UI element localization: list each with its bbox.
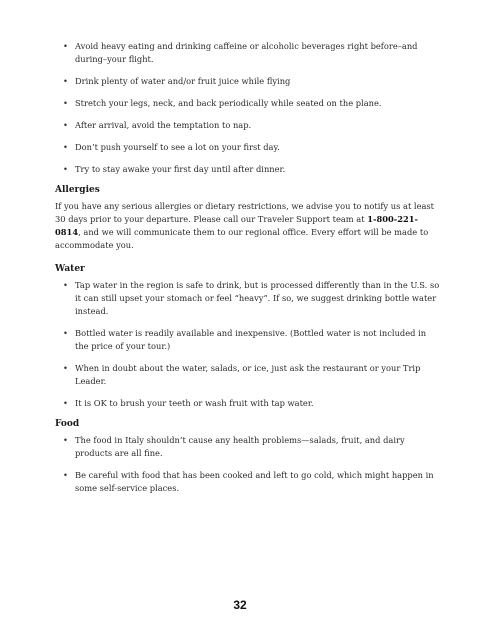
- list-item: [55, 141, 440, 154]
- list-item-text: Stretch your legs, neck, and back periodically while seated on the plane.: [75, 98, 382, 108]
- list-item: [55, 434, 440, 460]
- list-item: [55, 469, 440, 495]
- list-item-text: Bottled water is readily available and inexpensive. (Bottled water is not included in the price of your tour.): [75, 328, 427, 351]
- bullet-icon: •: [63, 164, 68, 174]
- list-item-text: Try to stay awake your first day until after dinner.: [75, 164, 286, 174]
- list-item: [55, 40, 440, 66]
- list-item-text: After arrival, avoid the temptation to nap.: [75, 120, 252, 130]
- list-item: [55, 97, 440, 110]
- bullet-icon: •: [63, 98, 68, 108]
- allergies-paragraph: [55, 200, 440, 252]
- water-heading: Water: [55, 264, 85, 274]
- list-item-text: It is OK to brush your teeth or wash fruit with tap water.: [75, 398, 314, 408]
- list-item-text: The food in Italy shouldn’t cause any health problems—salads, fruit, and dairy products are all fine.: [75, 435, 405, 458]
- list-item-text: When in doubt about the water, salads, or ice, just ask the restaurant or your Trip Leader.: [75, 363, 421, 386]
- list-item-text: Avoid heavy eating and drinking caffeine or alcoholic beverages right before–and during–your flight.: [75, 41, 418, 64]
- list-item-text: Don’t push yourself to see a lot on your first day.: [75, 142, 280, 152]
- list-item-text: Drink plenty of water and/or fruit juice while flying: [75, 76, 291, 86]
- bullet-icon: •: [63, 470, 68, 480]
- water-list: [55, 279, 440, 410]
- support-phone-number: 1-800-221-0814: [55, 214, 418, 237]
- bullet-icon: •: [63, 435, 68, 445]
- bullet-icon: •: [63, 41, 68, 51]
- allergies-text-after: , and we will communicate them to our regional office. Every effort will be made to accommodate you.: [55, 227, 429, 250]
- list-item: [55, 163, 440, 176]
- list-item: [55, 397, 440, 410]
- food-list: [55, 434, 440, 495]
- bullet-icon: •: [63, 363, 68, 373]
- list-item: [55, 75, 440, 88]
- page-content: [55, 40, 440, 504]
- list-item: [55, 119, 440, 132]
- bullet-icon: •: [63, 398, 68, 408]
- travel-tips-list: [55, 40, 440, 176]
- food-heading: Food: [55, 419, 80, 429]
- bullet-icon: •: [63, 328, 68, 338]
- list-item: [55, 362, 440, 388]
- page-number: 32: [233, 598, 247, 612]
- list-item-text: Be careful with food that has been cooked and left to go cold, which might happen in some self-service places.: [75, 470, 434, 493]
- list-item: [55, 327, 440, 353]
- bullet-icon: •: [63, 142, 68, 152]
- bullet-icon: •: [63, 280, 68, 290]
- bullet-icon: •: [63, 76, 68, 86]
- bullet-icon: •: [63, 120, 68, 130]
- allergies-text-before: If you have any serious allergies or dietary restrictions, we advise you to notify us at least 30 days prior to your departure. Please call our Traveler Support team at: [55, 201, 435, 224]
- list-item-text: Tap water in the region is safe to drink, but is processed differently than in the U.S. so it can still upset your stomach or feel “heavy”. If so, we suggest drinking bottle water instead.: [75, 280, 440, 316]
- list-item: [55, 279, 440, 318]
- allergies-heading: Allergies: [55, 185, 100, 195]
